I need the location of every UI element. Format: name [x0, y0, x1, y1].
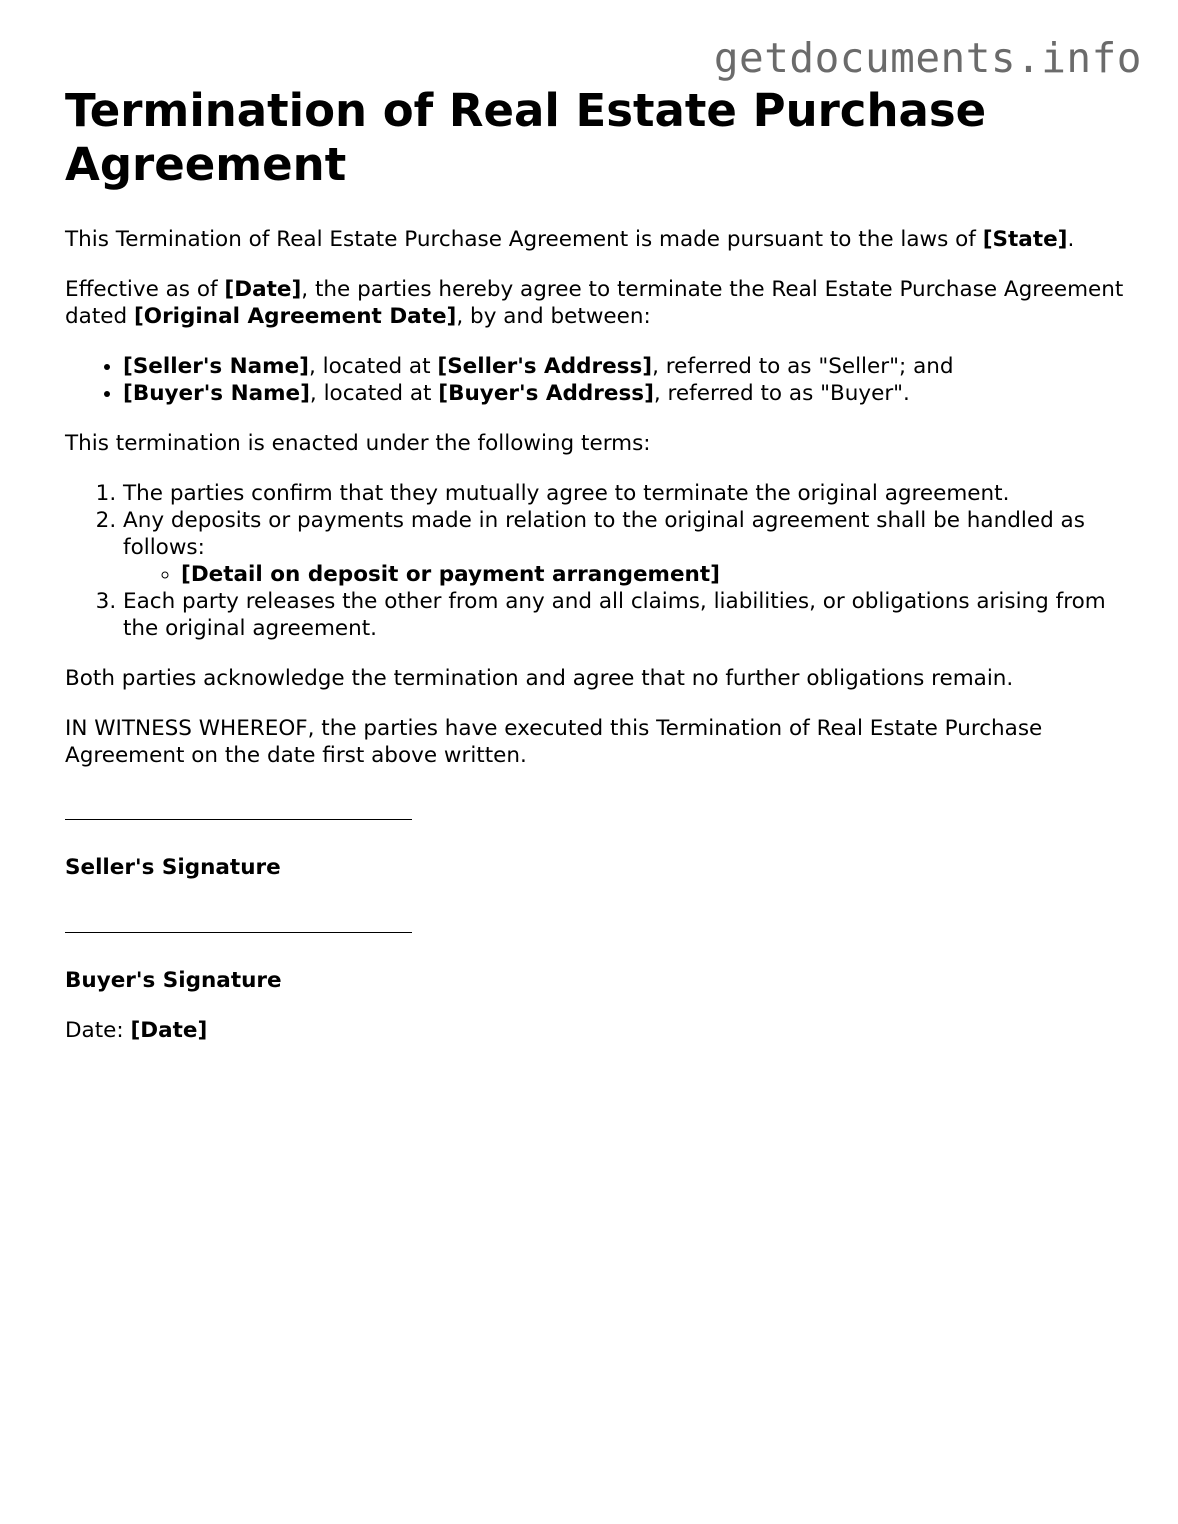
buyer-signature-line: [65, 932, 412, 933]
terms-list: [65, 480, 1125, 642]
effective-date-placeholder: [Date]: [224, 277, 302, 302]
seller-signature-line: [65, 819, 412, 820]
term-item: 1. The parties confirm that they mutually agree to terminate the original agreement.: [123, 480, 1125, 507]
party-buyer: [123, 380, 1125, 407]
seller-signature-label: Seller's Signature: [65, 855, 281, 880]
intro-text: This Termination of Real Estate Purchase Agreement is made pursuant to the laws of: [65, 227, 983, 252]
intro-paragraph: [65, 226, 1125, 253]
buyer-name-placeholder: [Buyer's Name]: [123, 381, 310, 406]
term-item: [123, 507, 1125, 588]
effective-prefix: Effective as of: [65, 277, 225, 302]
deposit-placeholder: [Detail on deposit or payment arrangement]: [181, 562, 720, 587]
original-date-placeholder: [Original Agreement Date]: [133, 304, 457, 329]
document-body: [65, 84, 1125, 1067]
acknowledge-paragraph: Both parties acknowledge the termination and agree that no further obligations remain.: [65, 666, 1014, 691]
document-title: Termination of Real Estate Purchase Agreement: [65, 84, 987, 191]
date-placeholder: [Date]: [130, 1018, 208, 1043]
effective-paragraph: [65, 276, 1125, 330]
seller-address-placeholder: [Seller's Address]: [437, 354, 653, 379]
date-label: Date:: [65, 1018, 131, 1043]
watermark-text: getdocuments.info: [713, 34, 1142, 82]
party-seller: [123, 353, 1125, 380]
parties-list: [65, 353, 1125, 407]
terms-intro: This termination is enacted under the following terms:: [65, 431, 651, 456]
seller-located: , located at: [309, 354, 438, 379]
seller-name-placeholder: [Seller's Name]: [123, 354, 309, 379]
seller-referred: , referred to as "Seller"; and: [652, 354, 954, 379]
witness-paragraph: IN WITNESS WHEREOF, the parties have executed this Termination of Real Estate Purchase Agreement on the date first above written.: [65, 716, 1043, 768]
date-line: [65, 1017, 1125, 1044]
intro-end: .: [1067, 227, 1075, 252]
effective-suffix: , by and between:: [456, 304, 651, 329]
state-placeholder: [State]: [982, 227, 1068, 252]
term-sublist: [123, 561, 1125, 588]
effective-middle: , the parties hereby agree to terminate the Real Estate Purchase Agreement dated: [65, 277, 1124, 329]
buyer-located: , located at: [309, 381, 439, 406]
term-item-text: Any deposits or payments made in relation to the original agreement shall be handled as follows:: [123, 508, 1085, 560]
term-subitem: [181, 561, 1125, 588]
seller-signature-block: [65, 819, 1125, 881]
buyer-address-placeholder: [Buyer's Address]: [438, 381, 654, 406]
buyer-signature-label: Buyer's Signature: [65, 968, 282, 993]
buyer-referred: , referred to as "Buyer".: [653, 381, 910, 406]
buyer-signature-block: [65, 932, 1125, 994]
term-item: 3. Each party releases the other from any and all claims, liabilities, or obligations arising from the original agreement.: [123, 588, 1125, 642]
